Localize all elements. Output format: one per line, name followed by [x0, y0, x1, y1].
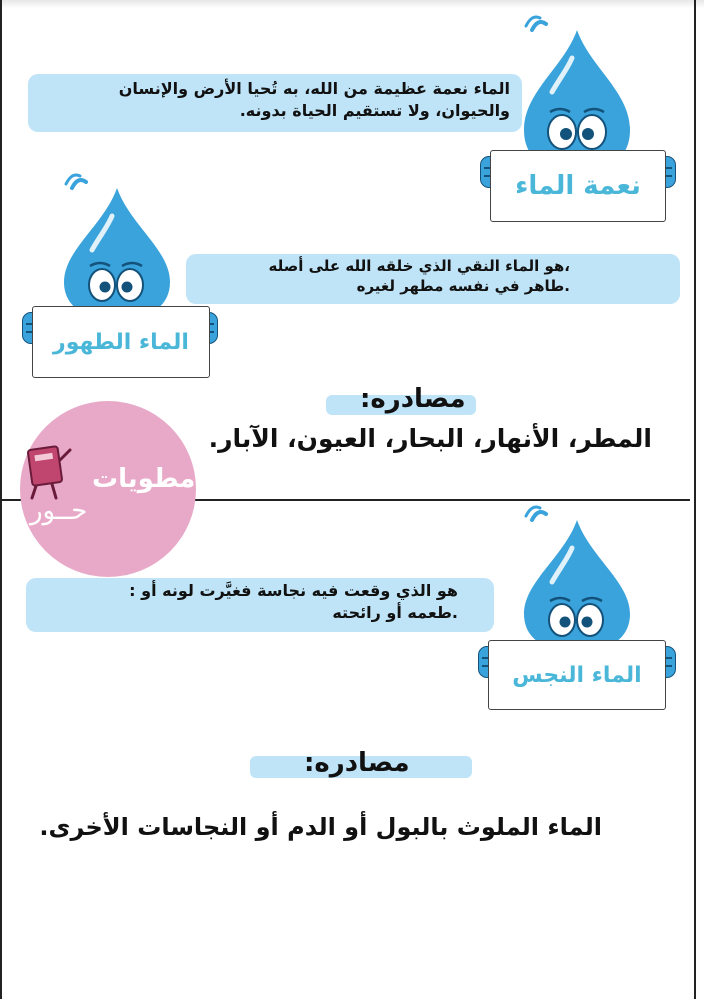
water-drop-mascot-icon: [512, 502, 642, 652]
sources-text: المطر، الأنهار، البحار، العيون، الآبار.: [208, 424, 652, 453]
bubble-line: والحيوان، ولا تستقيم الحياة بدونه.: [239, 100, 510, 120]
sign-water-blessing: [490, 150, 666, 222]
bubble-line: ،هو الماء النقي الذي خلقه الله على أصله: [268, 257, 570, 275]
bubble-impure-water: [26, 578, 494, 632]
bubble-line: هو الذي وقعت فيه نجاسة فغيَّرت لونه أو :: [129, 581, 458, 600]
sources-heading: مصادره:: [360, 384, 466, 414]
watermark-line2: حــور: [30, 496, 88, 526]
page-top-shadow: [0, 0, 704, 8]
sign-pure-water: [32, 306, 210, 378]
folder-character-icon: [22, 440, 76, 502]
bubble-line: .طاهر في نفسه مطهر لغيره: [356, 277, 570, 296]
watermark-line1: مطويات: [92, 464, 196, 494]
bubble-water-blessing: [28, 74, 522, 132]
sources-heading: مصادره:: [304, 748, 410, 778]
sign-label: نعمة الماء: [515, 171, 641, 201]
bubble-line: .طعمه أو رائحته: [332, 602, 458, 622]
frame-right-border: [694, 0, 696, 999]
bubble-line: الماء نعمة عظيمة من الله، به تُحيا الأرض والإنسان: [118, 79, 510, 98]
sources-text: الماء الملوث بالبول أو الدم أو النجاسات الأخرى.: [39, 813, 602, 841]
sign-label: الماء النجس: [512, 662, 642, 688]
water-drop-mascot-icon: [512, 12, 642, 172]
bubble-pure-water: [186, 254, 680, 304]
sign-impure-water: [488, 640, 666, 710]
water-drop-mascot-icon: [52, 170, 182, 320]
sign-label: الماء الطهور: [53, 329, 189, 355]
